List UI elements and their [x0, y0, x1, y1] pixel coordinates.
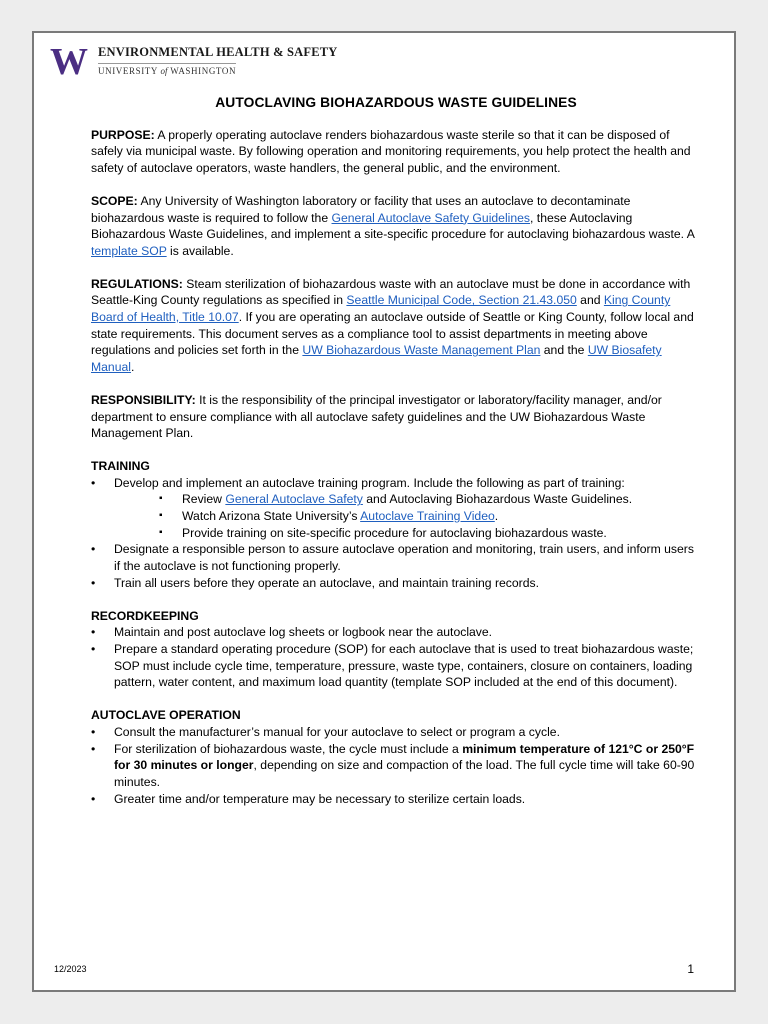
list-item: • For sterilization of biohazardous waste, the cycle must include a minimum temperature of 121°C or 250°F for 30 minutes or longer, depending on size and compaction of the load. The full cycle time will take 60-90 minutes. — [91, 741, 701, 791]
link-template-sop[interactable]: template SOP — [91, 243, 167, 258]
list-item: ▪ Watch Arizona State University’s Autoclave Training Video. — [114, 508, 701, 525]
link-seattle-municipal-code[interactable]: Seattle Municipal Code, Section 21.43.050 — [346, 293, 577, 308]
operation-section — [91, 707, 701, 807]
recordkeeping-section — [91, 608, 701, 692]
page-number: 1 — [687, 962, 694, 976]
link-general-autoclave-safety[interactable]: General Autoclave Safety — [225, 492, 363, 507]
scope-paragraph: SCOPE: Any University of Washington laboratory or facility that uses an autoclave to decontaminate biohazardous waste is required to follow the General Autoclave Safety Guidelines, these Autoclaving Biohazardous Waste Guidelines, and implement a site-specific procedure for autoclaving biohazardous waste. A template SOP is available. — [91, 193, 695, 258]
training-heading: TRAINING — [91, 458, 150, 473]
link-autoclave-training-video[interactable]: Autoclave Training Video — [360, 509, 495, 524]
list-item: ▪ Review General Autoclave Safety and Autoclaving Biohazardous Waste Guidelines. — [114, 491, 701, 508]
list-item: • Greater time and/or temperature may be necessary to sterilize certain loads. — [91, 791, 701, 808]
list-item: ▪ Provide training on site-specific procedure for autoclaving biohazardous waste. — [114, 525, 701, 542]
recordkeeping-list — [91, 624, 701, 691]
training-list — [91, 475, 701, 592]
document-body — [91, 95, 701, 823]
training-section — [91, 458, 701, 592]
list-item: • Develop and implement an autoclave training program. Include the following as part of training: ▪ Review General Autoclave Safety and Autoclaving Biohazardous Waste Guidelines. ▪ Watch Arizona State University’s Autoclave Training Video. ▪ Provide training on site-specific procedure for autoclaving biohazardous waste. — [91, 475, 701, 542]
regulations-paragraph: REGULATIONS: Steam sterilization of biohazardous waste with an autoclave must be done in accordance with Seattle-King County regulations as specified in Seattle Municipal Code, Section 21.43.050 and King County Board of Health, Title 10.07. If you are operating an autoclave outside of Seattle or King County, follow local and state requirements. This document serves as a compliance tool to assist departments in meeting above regulations and policies set forth in the UW Biohazardous Waste Management Plan and the UW Biosafety Manual. — [91, 276, 694, 375]
eh-s-header — [50, 41, 338, 83]
training-sublist — [114, 491, 701, 541]
link-uw-biosafety-manual[interactable]: UW Biosafety Manual — [91, 343, 662, 375]
list-item: • Prepare a standard operating procedure (SOP) for each autoclave that is used to treat biohazardous waste; SOP must include cycle time, temperature, pressure, waste type, containers, closure on containers, loading pattern, water content, and maximum load quantity (template SOP included at the end of this document). — [91, 641, 701, 691]
document-page — [32, 31, 736, 992]
operation-heading: AUTOCLAVE OPERATION — [91, 708, 241, 723]
uw-logo: W — [50, 41, 86, 83]
org-department: ENVIRONMENTAL HEALTH & SAFETY — [98, 45, 338, 59]
list-item: • Maintain and post autoclave log sheets or logbook near the autoclave. — [91, 624, 701, 641]
list-item: • Consult the manufacturer’s manual for your autoclave to select or program a cycle. — [91, 724, 701, 741]
link-general-autoclave-safety-guidelines[interactable]: General Autoclave Safety Guidelines — [331, 210, 531, 225]
list-item: • Train all users before they operate an autoclave, and maintain training records. — [91, 575, 701, 592]
list-item: • Designate a responsible person to assure autoclave operation and monitoring, train users, and inform users if the autoclave is not functioning properly. — [91, 541, 701, 574]
purpose-paragraph: PURPOSE: A properly operating autoclave renders biohazardous waste sterile so that it can be disposed of safely via municipal waste. By following operation and monitoring requirements, you help protect the health and safety of autoclave operators, waste handlers, the general public, and the environment. — [91, 127, 691, 176]
footer-date: 12/2023 — [54, 964, 87, 974]
link-uw-biohazardous-waste-plan[interactable]: UW Biohazardous Waste Management Plan — [302, 343, 541, 358]
link-king-county-board-of-health[interactable]: King County Board of Health, Title 10.07 — [91, 293, 671, 325]
org-university: UNIVERSITY of WASHINGTON — [98, 63, 236, 76]
document-title: AUTOCLAVING BIOHAZARDOUS WASTE GUIDELINES — [215, 95, 577, 110]
operation-list — [91, 724, 701, 808]
responsibility-paragraph: RESPONSIBILITY: It is the responsibility of the principal investigator or laboratory/facility manager, and/or department to ensure compliance with all autoclave safety guidelines and the UW Biohazardous Waste Management Plan. — [91, 392, 662, 441]
recordkeeping-heading: RECORDKEEPING — [91, 608, 199, 623]
org-name — [98, 45, 338, 79]
